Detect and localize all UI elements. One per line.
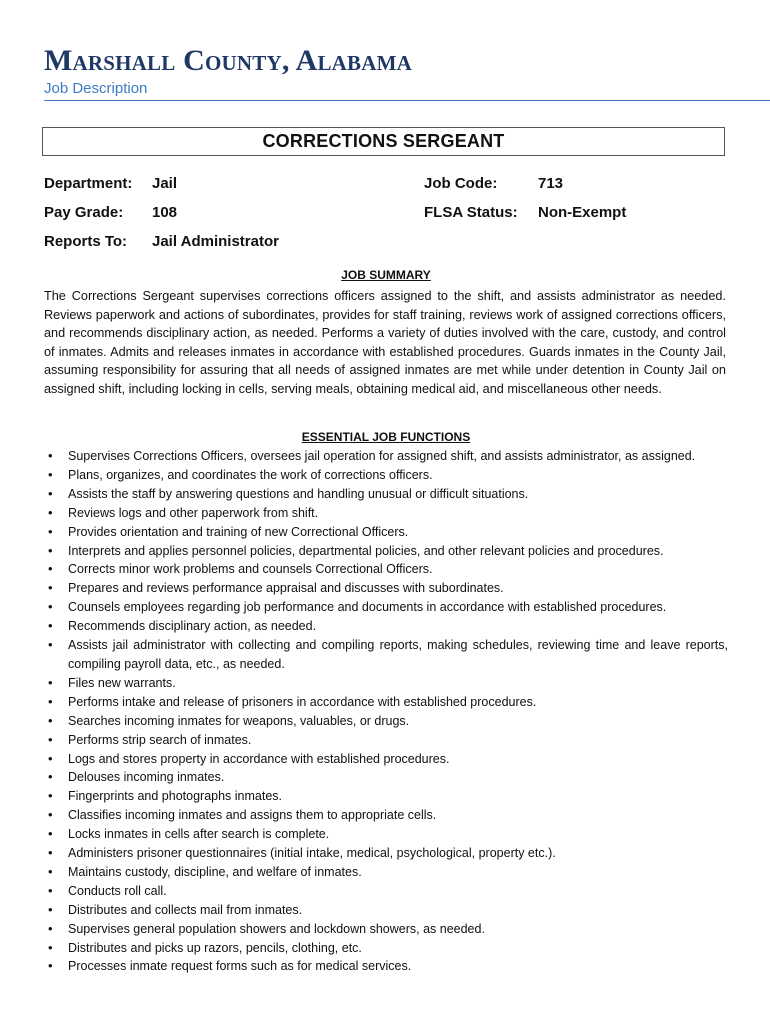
- function-text: Recommends disciplinary action, as needed.: [68, 619, 317, 634]
- document-type: Job Description: [44, 80, 148, 97]
- function-text: Performs intake and release of prisoners in accordance with established procedures.: [68, 694, 537, 709]
- function-text: Administers prisoner questionnaires (initial intake, medical, psychological, property etc.).: [68, 846, 556, 861]
- bullet-icon: •: [48, 882, 53, 898]
- bullet-icon: •: [48, 845, 53, 861]
- function-item: [44, 712, 728, 731]
- job-title: CORRECTIONS SERGEANT: [262, 131, 505, 151]
- function-item: [44, 560, 728, 579]
- function-text: Processes inmate request forms such as for medical services.: [68, 959, 412, 974]
- function-text: Locks inmates in cells after search is complete.: [68, 827, 330, 842]
- function-item: [44, 466, 728, 485]
- function-item: [44, 504, 728, 523]
- function-text: Supervises Corrections Officers, oversees jail operation for assigned shift, and assists administrator, as assigned.: [68, 449, 696, 463]
- bullet-icon: •: [48, 504, 53, 520]
- header-divider: [44, 100, 770, 101]
- bullet-icon: •: [48, 939, 53, 955]
- essential-functions-list: [44, 447, 728, 976]
- bullet-icon: •: [48, 674, 53, 690]
- bullet-icon: •: [48, 901, 53, 917]
- bullet-icon: •: [48, 731, 53, 747]
- function-item: [44, 806, 728, 825]
- pay-grade-label: Pay Grade:: [44, 204, 124, 221]
- pay-grade-value: 108: [152, 204, 178, 221]
- bullet-icon: •: [48, 826, 53, 842]
- bullet-icon: •: [48, 637, 53, 653]
- function-item: [44, 825, 728, 844]
- department-value: Jail: [152, 175, 178, 192]
- function-text: Distributes and collects mail from inmates.: [68, 902, 303, 917]
- function-text: Files new warrants.: [68, 675, 176, 690]
- bullet-icon: •: [48, 863, 53, 879]
- function-text: Interprets and applies personnel policies, departmental policies, and other relevant policies and procedures.: [68, 543, 664, 558]
- job-title-box: [42, 127, 725, 156]
- function-text: Distributes and picks up razors, pencils, clothing, etc.: [68, 940, 362, 955]
- function-item: [44, 731, 728, 750]
- bullet-icon: •: [48, 485, 53, 501]
- job-summary-heading: JOB SUMMARY: [341, 268, 431, 282]
- job-code-label: Job Code:: [424, 175, 498, 192]
- function-item: [44, 485, 728, 504]
- function-item: [44, 901, 728, 920]
- bullet-icon: •: [48, 580, 53, 596]
- function-text: Conducts roll call.: [68, 883, 167, 898]
- function-item: [44, 750, 728, 769]
- function-text: Corrects minor work problems and counsels Correctional Officers.: [68, 562, 433, 577]
- flsa-status-label: FLSA Status:: [424, 204, 518, 221]
- function-item: [44, 844, 728, 863]
- function-item: [44, 617, 728, 636]
- reports-to-value: Jail Administrator: [152, 233, 279, 250]
- function-text: Plans, organizes, and coordinates the work of corrections officers.: [68, 467, 433, 482]
- function-item: [44, 787, 728, 806]
- function-item: [44, 863, 728, 882]
- bullet-icon: •: [48, 542, 53, 558]
- job-summary-text: The Corrections Sergeant supervises corrections officers assigned to the shift, and assists administrator as needed. Reviews paperwork and actions of subordinates, provides for staff training, reviews work of assigned corrections officers, and recommends disciplinary action, as needed. Performs a variety of duties involved with the care, custody, and control of inmates. Admits and releases inmates in accordance with established procedures. Guards inmates in the County Jail, assuming responsibility for assuring that all needs of assigned inmates are met while under detention in County Jail on assigned shift, including locking in cells, serving meals, obtaining medical aid, and miscellaneous other needs.: [44, 289, 726, 396]
- essential-functions-heading: ESSENTIAL JOB FUNCTIONS: [301, 430, 471, 444]
- bullet-icon: •: [48, 523, 53, 539]
- function-text: Provides orientation and training of new Correctional Officers.: [68, 524, 409, 539]
- bullet-icon: •: [48, 561, 53, 577]
- bullet-icon: •: [48, 750, 53, 766]
- function-item: [44, 523, 728, 542]
- reports-to-label: Reports To:: [44, 233, 128, 250]
- bullet-icon: •: [48, 618, 53, 634]
- organization-title: Marshall County, Alabama: [44, 44, 412, 77]
- function-item: [44, 674, 728, 693]
- function-item: [44, 447, 728, 466]
- bullet-icon: •: [48, 599, 53, 615]
- bullet-icon: •: [48, 693, 53, 709]
- function-item: [44, 882, 728, 901]
- function-item: [44, 579, 728, 598]
- function-text: Performs strip search of inmates.: [68, 732, 252, 747]
- function-text: Logs and stores property in accordance with established procedures.: [68, 751, 450, 766]
- function-item: [44, 693, 728, 712]
- function-text: Assists jail administrator with collecting and compiling reports, making schedules, reviewing time and leave reports, compiling payroll data, etc., as needed.: [68, 638, 728, 671]
- bullet-icon: •: [48, 958, 53, 974]
- flsa-status-value: Non-Exempt: [538, 204, 627, 221]
- function-text: Fingerprints and photographs inmates.: [68, 789, 283, 804]
- function-text: Prepares and reviews performance appraisal and discusses with subordinates.: [68, 581, 504, 596]
- bullet-icon: •: [48, 807, 53, 823]
- function-text: Assists the staff by answering questions and handling unusual or difficult situations.: [68, 486, 529, 501]
- function-item: [44, 542, 728, 561]
- department-label: Department:: [44, 175, 133, 192]
- function-text: Classifies incoming inmates and assigns them to appropriate cells.: [68, 808, 437, 823]
- function-text: Reviews logs and other paperwork from shift.: [68, 505, 319, 520]
- function-item: [44, 636, 728, 674]
- bullet-icon: •: [48, 788, 53, 804]
- bullet-icon: •: [48, 712, 53, 728]
- bullet-icon: •: [48, 448, 53, 463]
- function-item: [44, 939, 728, 958]
- function-item: [44, 768, 728, 787]
- function-item: [44, 920, 728, 939]
- bullet-icon: •: [48, 920, 53, 936]
- job-code-value: 713: [538, 175, 564, 192]
- bullet-icon: •: [48, 466, 53, 482]
- function-item: [44, 957, 728, 976]
- function-text: Maintains custody, discipline, and welfare of inmates.: [68, 864, 362, 879]
- function-text: Supervises general population showers and lockdown showers, as needed.: [68, 921, 485, 936]
- bullet-icon: •: [48, 769, 53, 785]
- function-text: Searches incoming inmates for weapons, valuables, or drugs.: [68, 713, 410, 728]
- function-text: Counsels employees regarding job performance and documents in accordance with established procedures.: [68, 600, 667, 615]
- function-text: Delouses incoming inmates.: [68, 770, 225, 785]
- function-item: [44, 598, 728, 617]
